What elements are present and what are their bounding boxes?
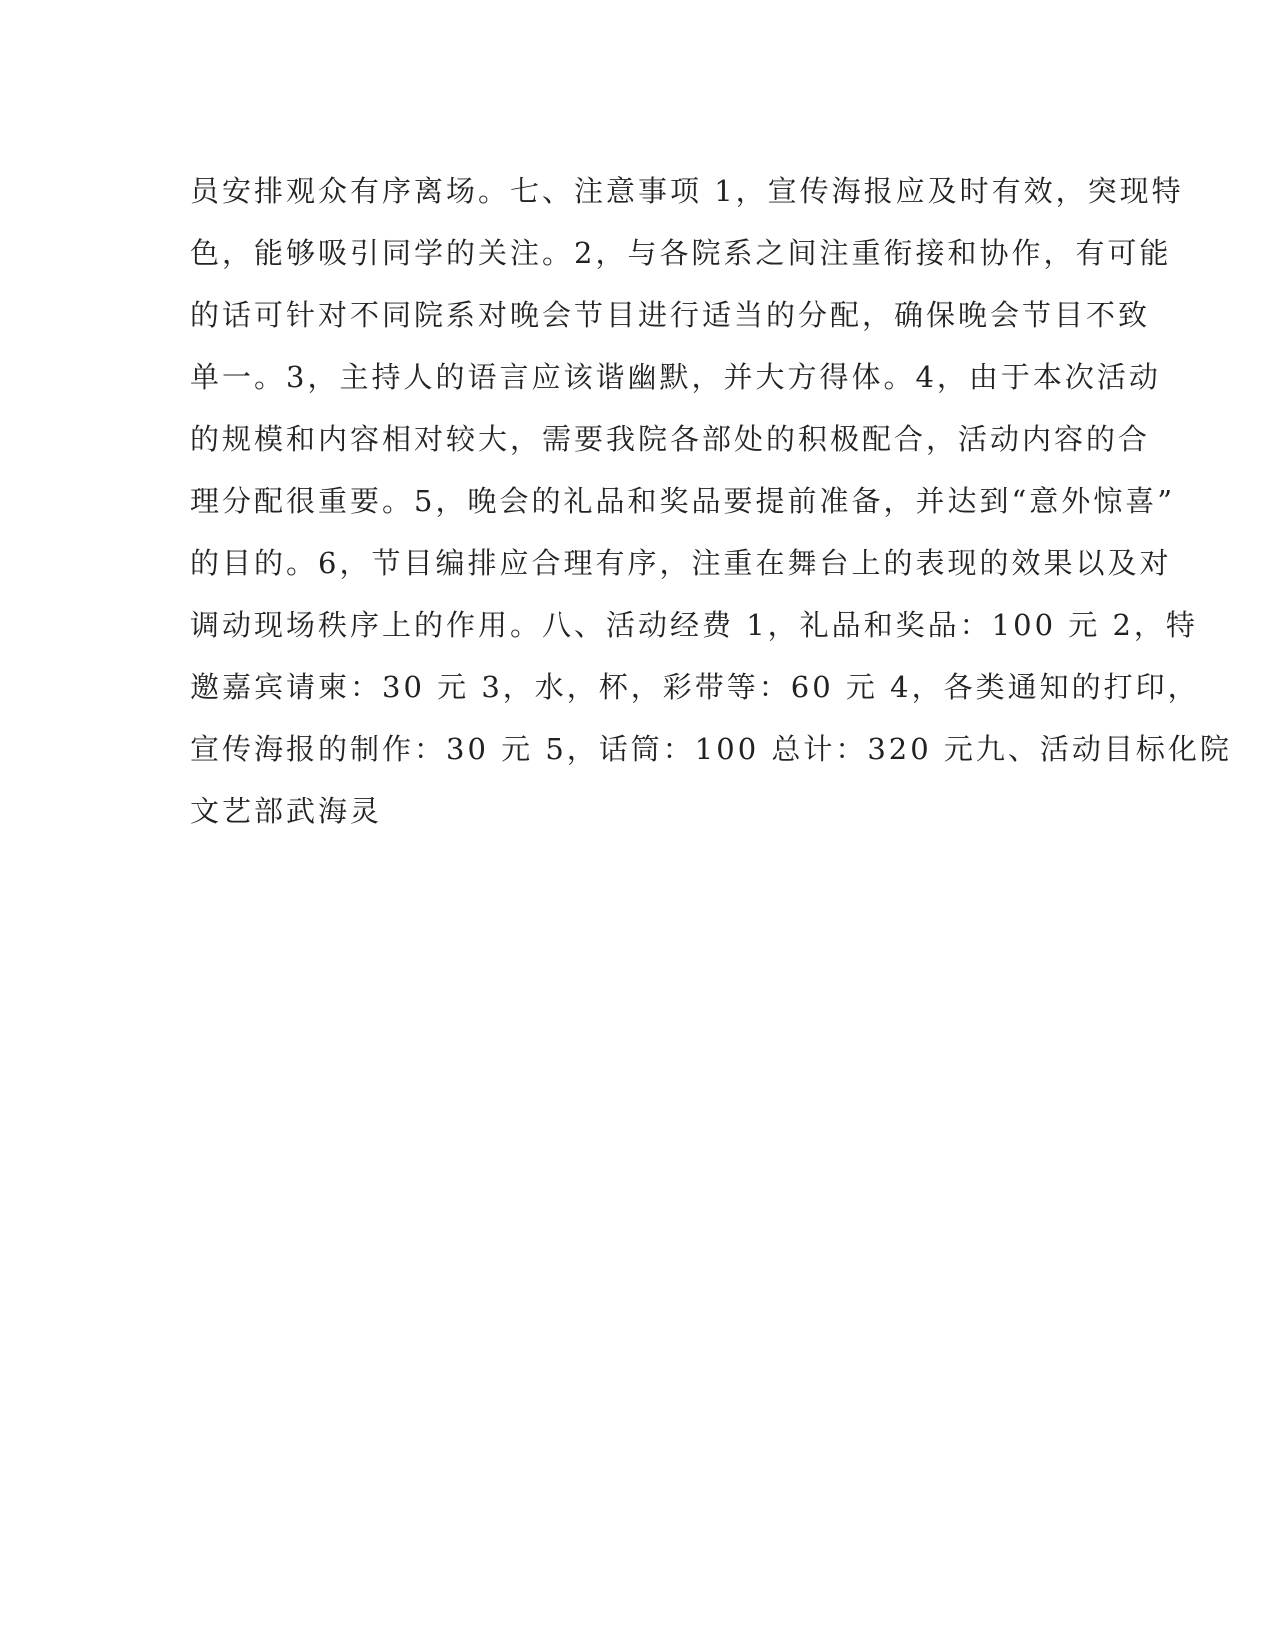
text-line-8: 调动现场秩序上的作用。八、活动经费 1，礼品和奖品：100 元 2，特 bbox=[190, 608, 1198, 642]
body-text bbox=[190, 160, 1232, 842]
text-line-11: 文艺部武海灵 bbox=[190, 794, 383, 828]
text-line-5: 的规模和内容相对较大，需要我院各部处的积极配合，活动内容的合 bbox=[190, 422, 1151, 456]
text-line-10: 宣传海报的制作：30 元 5，话筒：100 总计：320 元九、活动目标化院 bbox=[190, 732, 1232, 766]
text-line-7: 的目的。6，节目编排应合理有序，注重在舞台上的表现的效果以及对 bbox=[190, 546, 1172, 580]
text-line-4: 单一。3，主持人的语言应该谐幽默，并大方得体。4，由于本次活动 bbox=[190, 360, 1161, 394]
text-line-9: 邀嘉宾请柬：30 元 3，水，杯，彩带等：60 元 4，各类通知的打印， bbox=[190, 670, 1200, 704]
text-line-1: 员安排观众有序离场。七、注意事项 1，宣传海报应及时有效，突现特 bbox=[190, 174, 1184, 208]
text-line-6: 理分配很重要。5，晚会的礼品和奖品要提前准备，并达到“意外惊喜” bbox=[190, 484, 1176, 518]
text-line-2: 色，能够吸引同学的关注。2，与各院系之间注重衔接和协作，有可能 bbox=[190, 236, 1172, 270]
text-line-3: 的话可针对不同院系对晚会节目进行适当的分配，确保晚会节目不致 bbox=[190, 298, 1151, 332]
